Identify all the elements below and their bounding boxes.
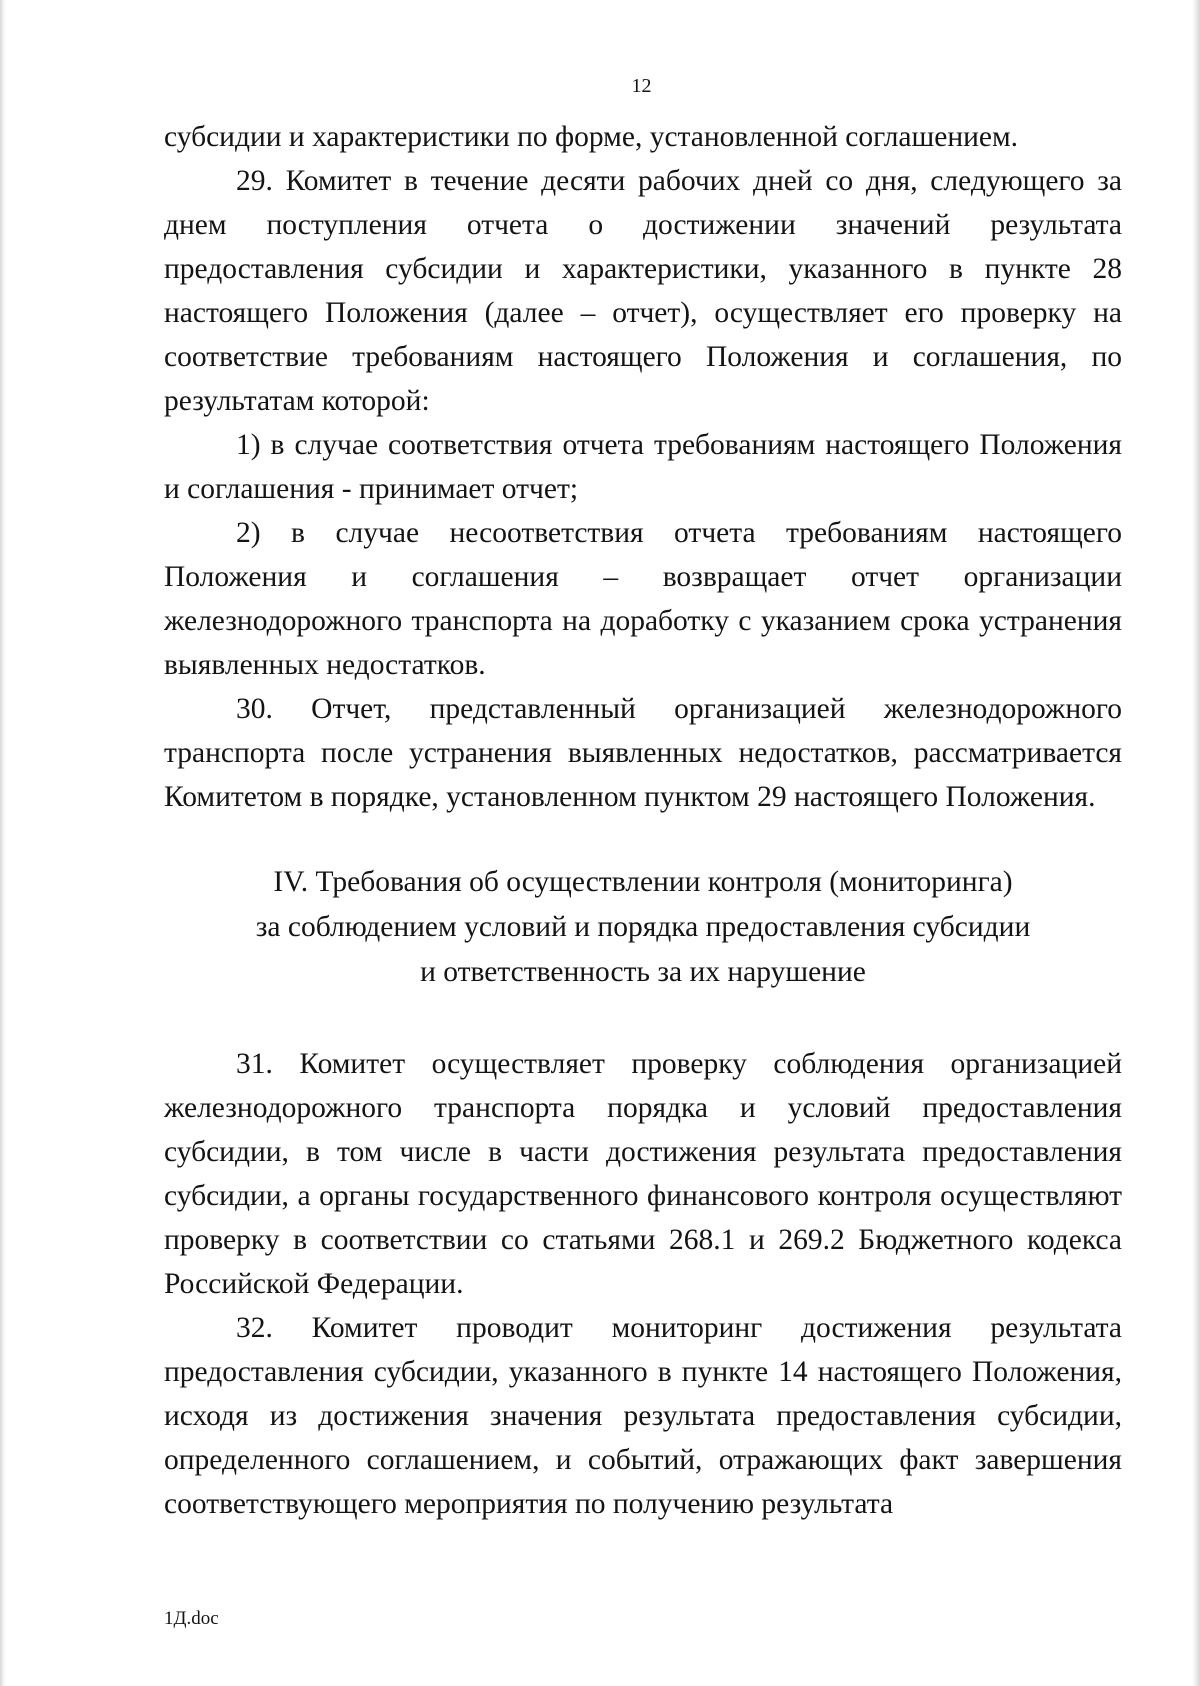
paragraph-continuation: субсидии и характеристики по форме, установленной соглашением. xyxy=(164,121,1019,153)
section-heading-line-2: за соблюдением условий и порядка предоставления субсидии xyxy=(255,911,1031,943)
paragraph-item-30: 30. Отчет, представленный организацией железнодорожного транспорта после устранения выявленных недостатков, рассматривается Комитетом в порядке, установленном пунктом 29 настоящего Положения. xyxy=(164,693,1122,813)
section-heading xyxy=(164,860,1122,995)
paragraph-item-31: 31. Комитет осуществляет проверку соблюдения организацией железнодорожного транспорта порядка и условий предоставления субсидии, в том числе в части достижения результата предоставления субсидии, а органы государственного финансового контроля осуществляют проверку в соответствии со статьями 268.1 и 269.2 Бюджетного кодекса Российской Федерации. xyxy=(164,1048,1122,1300)
page-number: 12 xyxy=(631,75,652,97)
paragraph-item-29: 29. Комитет в течение десяти рабочих дней со дня, следующего за днем поступления отчета о достижении значений результата предоставления субсидии и характеристики, указанного в пункте 28 настоящего Положения (далее – отчет), осуществляет его проверку на соответствие требованиям настоящего Положения и соглашения, по результатам которой: xyxy=(164,165,1122,417)
scan-edge-right xyxy=(1192,0,1200,1686)
section-heading-line-3: и ответственность за их нарушение xyxy=(420,956,866,988)
scan-edge-left xyxy=(0,0,6,1686)
paragraph-item-32: 32. Комитет проводит мониторинг достижения результата предоставления субсидии, указанного в пункте 14 настоящего Положения, исходя из достижения значения результата предоставления субсидии, определенного соглашением, и событий, отражающих факт завершения соответствующего мероприятия по получению результата xyxy=(164,1312,1122,1520)
document-body xyxy=(164,115,1122,1526)
section-heading-line-1: IV. Требования об осуществлении контроля (мониторинга) xyxy=(273,866,1013,898)
footer-filename: 1Д.doc xyxy=(164,1608,219,1629)
paragraph-item-29-2: 2) в случае несоответствия отчета требованиям настоящего Положения и соглашения – возвращает отчет организации железнодорожного транспорта на доработку с указанием срока устранения выявленных недостатков. xyxy=(164,517,1122,681)
paragraph-item-29-1: 1) в случае соответствия отчета требованиям настоящего Положения и соглашения - принимает отчет; xyxy=(164,429,1122,505)
